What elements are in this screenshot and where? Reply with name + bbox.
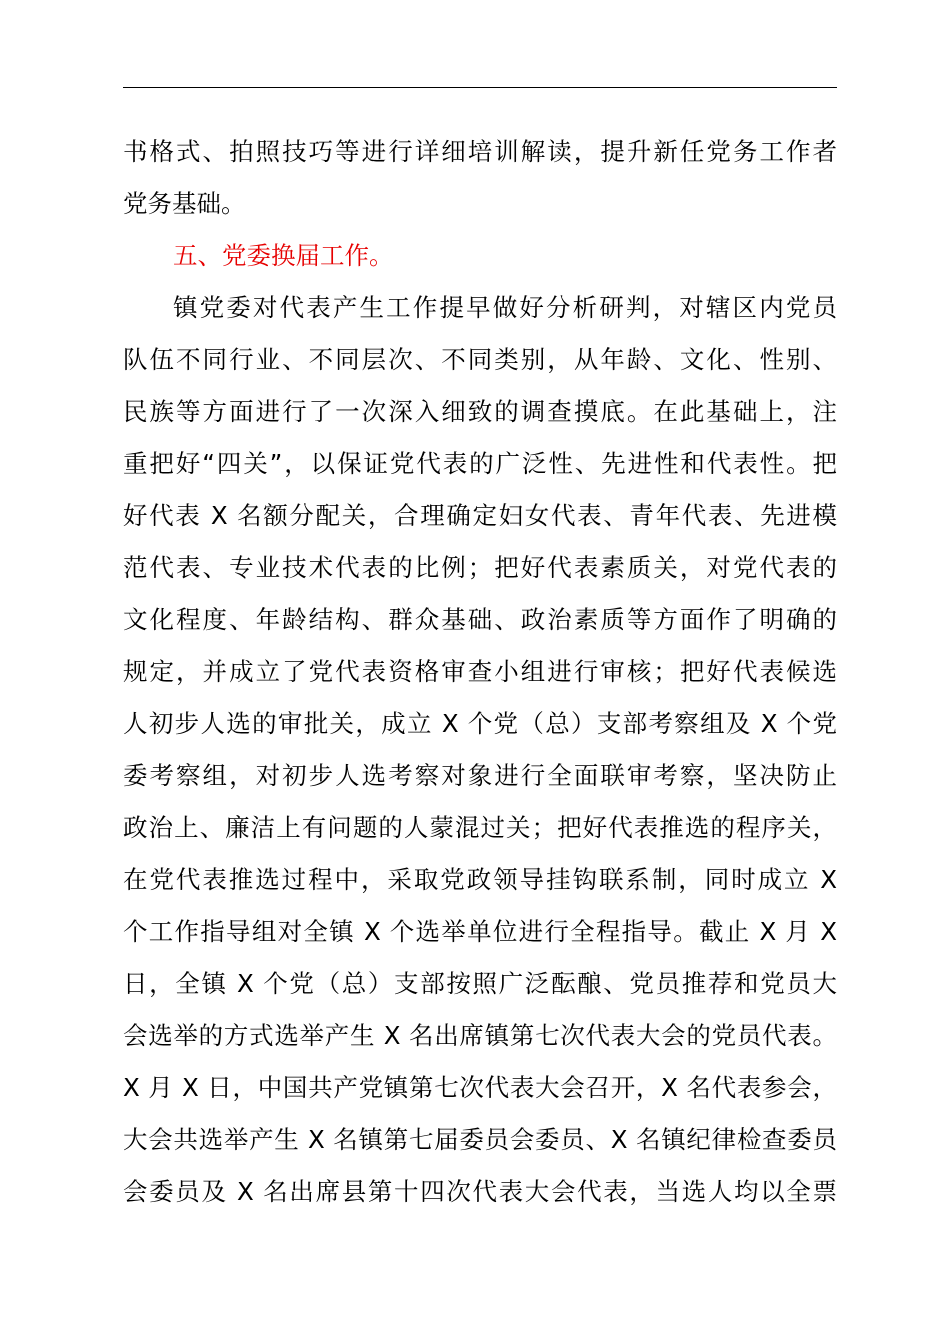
- body-text: [123, 126, 837, 1218]
- paragraph-2-line: 会委员及 X 名出席县第十四次代表大会代表，当选人均以全票: [123, 1177, 837, 1206]
- paragraph-2-line: 好代表 X 名额分配关，合理确定妇女代表、青年代表、先进模: [123, 501, 837, 530]
- paragraph-1-line: 党务基础。: [123, 189, 246, 218]
- section-heading: 五、党委换届工作。: [173, 241, 394, 270]
- paragraph-2-line: 队伍不同行业、不同层次、不同类别，从年龄、文化、性别、: [123, 345, 837, 374]
- paragraph-2-line: 镇党委对代表产生工作提早做好分析研判，对辖区内党员: [173, 293, 837, 322]
- paragraph-2-line: X 月 X 日，中国共产党镇第七次代表大会召开，X 名代表参会，: [123, 1073, 837, 1102]
- paragraph-2-line: 人初步人选的审批关，成立 X 个党（总）支部考察组及 X 个党: [123, 709, 837, 738]
- paragraph-2-line: 民族等方面进行了一次深入细致的调查摸底。在此基础上，注: [123, 397, 837, 426]
- header-rule: [123, 87, 837, 88]
- paragraph-2-line: 在党代表推选过程中，采取党政领导挂钩联系制，同时成立 X: [123, 865, 837, 894]
- paragraph-2-line: 文化程度、年龄结构、群众基础、政治素质等方面作了明确的: [123, 605, 837, 634]
- paragraph-2-line: 委考察组，对初步人选考察对象进行全面联审考察，坚决防止: [123, 761, 837, 790]
- paragraph-2-line: 规定，并成立了党代表资格审查小组进行审核；把好代表候选: [123, 657, 837, 686]
- paragraph-2-line: 范代表、专业技术代表的比例；把好代表素质关，对党代表的: [123, 553, 837, 582]
- paragraph-2-line: 会选举的方式选举产生 X 名出席镇第七次代表大会的党员代表。: [123, 1021, 837, 1050]
- paragraph-2-line: 个工作指导组对全镇 X 个选举单位进行全程指导。截止 X 月 X: [123, 917, 837, 946]
- paragraph-2-line: 日，全镇 X 个党（总）支部按照广泛酝酿、党员推荐和党员大: [123, 969, 837, 998]
- paragraph-2-line: 政治上、廉洁上有问题的人蒙混过关；把好代表推选的程序关，: [123, 813, 837, 842]
- paragraph-2-line: 重把好“四关”，以保证党代表的广泛性、先进性和代表性。把: [123, 449, 837, 478]
- paragraph-1-line: 书格式、拍照技巧等进行详细培训解读，提升新任党务工作者: [123, 137, 837, 166]
- paragraph-2-line: 大会共选举产生 X 名镇第七届委员会委员、X 名镇纪律检查委员: [123, 1125, 837, 1154]
